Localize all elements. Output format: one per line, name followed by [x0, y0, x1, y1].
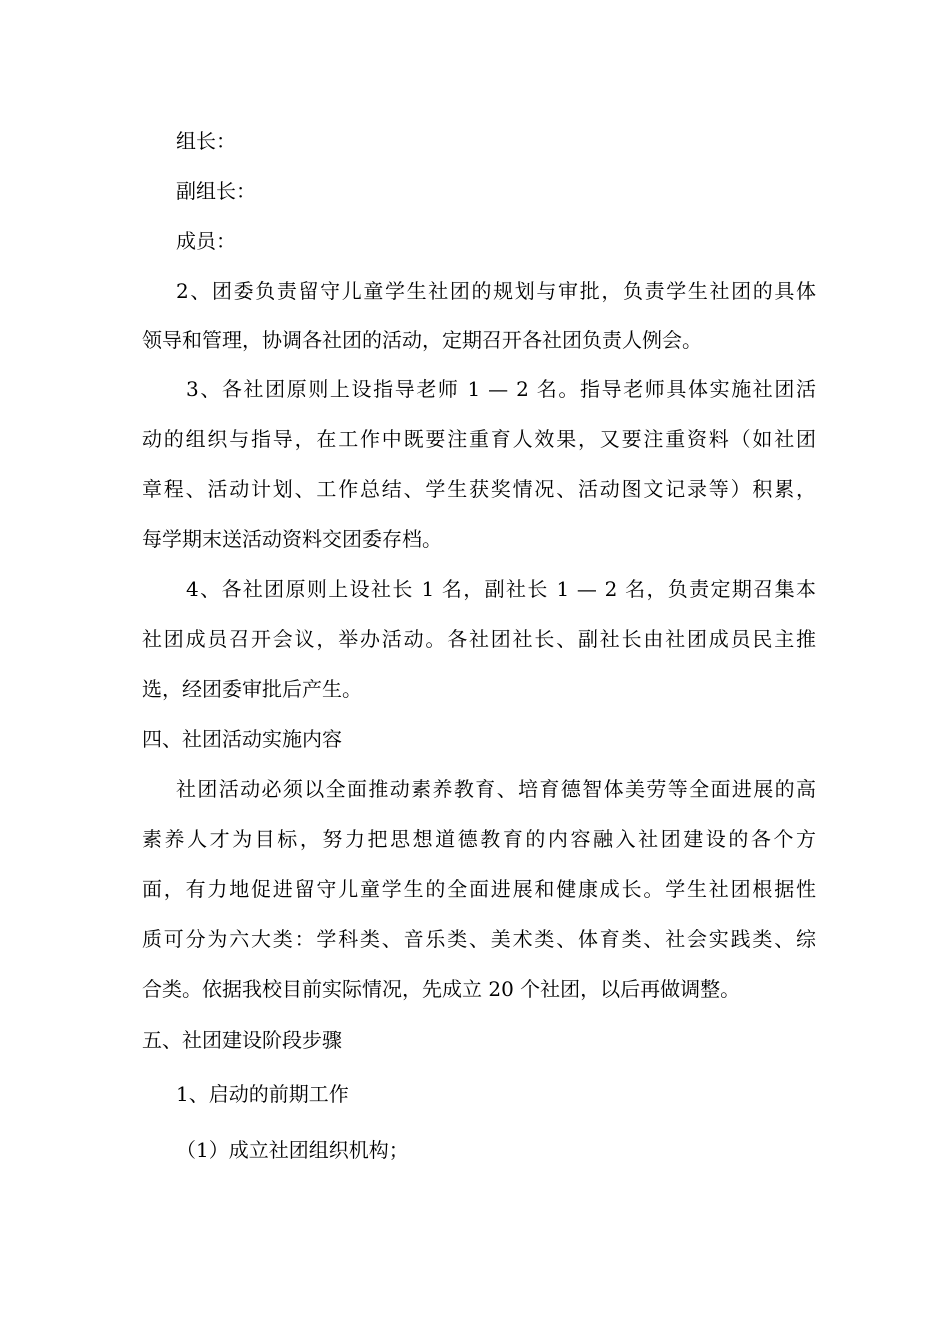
- step-1-item-1: （1）成立社团组织机构；: [176, 1138, 409, 1162]
- paragraph-2-line-2: 领导和管理，协调各社团的活动，定期召开各社团负责人例会。: [142, 328, 702, 352]
- paragraph-3-line-3: 章程、活动计划、工作总结、学生获奖情况、活动图文记录等）积累，: [142, 477, 816, 501]
- paragraph-5-line-2: 素养人才为目标，努力把思想道德教育的内容融入社团建设的各个方: [142, 827, 816, 851]
- section-4-heading: 四、社团活动实施内容: [142, 727, 342, 751]
- paragraph-5-line-4: 质可分为六大类：学科类、音乐类、美术类、体育类、社会实践类、综: [142, 927, 816, 951]
- paragraph-5-line-3: 面，有力地促进留守儿童学生的全面进展和健康成长。学生社团根据性: [142, 877, 816, 901]
- deputy-leader-label: 副组长：: [176, 179, 256, 203]
- step-1-heading: 1、启动的前期工作: [176, 1082, 349, 1106]
- paragraph-5-line-1: 社团活动必须以全面推动素养教育、培育德智体美劳等全面进展的高: [176, 777, 816, 801]
- paragraph-4-line-2: 社团成员召开会议，举办活动。各社团社长、副社长由社团成员民主推: [142, 627, 816, 651]
- paragraph-3-line-4: 每学期末送活动资料交团委存档。: [142, 527, 442, 551]
- paragraph-4-line-1: 4、各社团原则上设社长 1 名，副社长 1 — 2 名，负责定期召集本: [186, 577, 816, 601]
- paragraph-3-line-2: 动的组织与指导，在工作中既要注重育人效果，又要注重资料（如社团: [142, 427, 816, 451]
- paragraph-2-line-1: 2、团委负责留守儿童学生社团的规划与审批，负责学生社团的具体: [176, 279, 816, 303]
- paragraph-4-line-3: 选，经团委审批后产生。: [142, 677, 362, 701]
- leader-label: 组长：: [176, 129, 236, 153]
- section-5-heading: 五、社团建设阶段步骤: [142, 1028, 342, 1052]
- paragraph-3-line-1: 3、各社团原则上设指导老师 1 — 2 名。指导老师具体实施社团活: [186, 377, 816, 401]
- members-label: 成员：: [176, 229, 236, 253]
- paragraph-5-line-5: 合类。依据我校目前实际情况，先成立 20 个社团，以后再做调整。: [142, 977, 741, 1001]
